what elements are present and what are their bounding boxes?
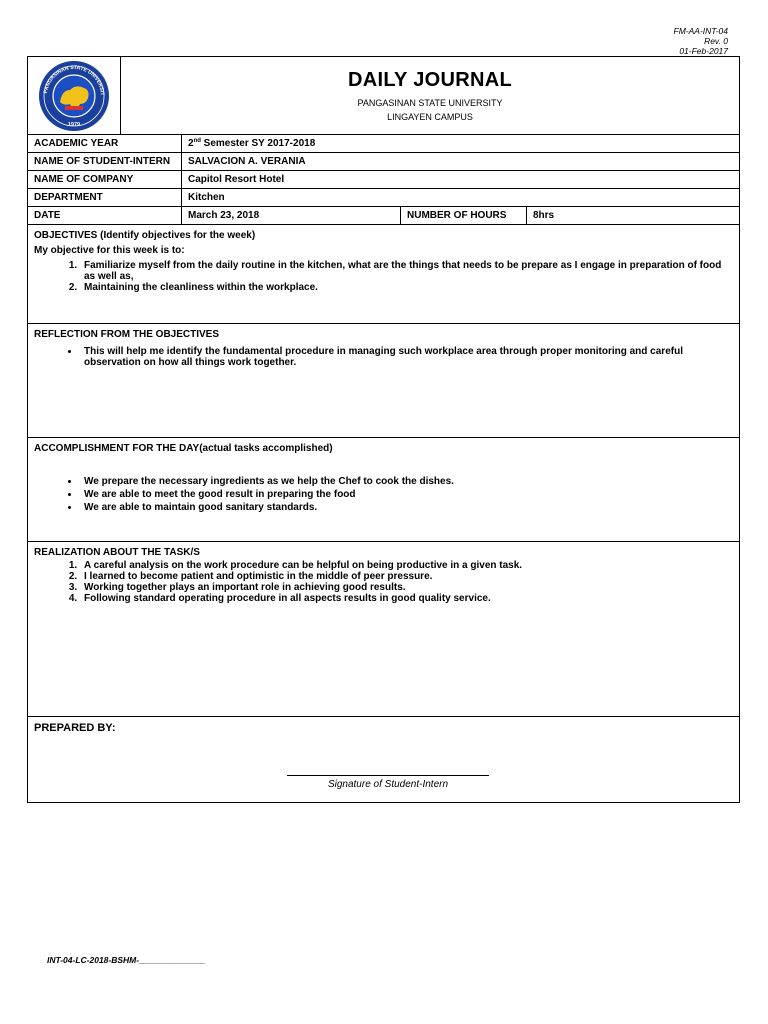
realization-section (28, 542, 739, 717)
department-value: Kitchen (188, 192, 225, 203)
objectives-intro: My objective for this week is to: (34, 245, 185, 256)
realization-list (34, 560, 733, 604)
list-item: 2. Maintaining the cleanliness within the workplace. (80, 282, 733, 293)
objectives-heading: OBJECTIVES (Identify objectives for the week) (34, 230, 256, 241)
academic-year-value: 2nd Semester SY 2017-2018 (188, 138, 316, 149)
list-item: • This will help me identify the fundamental procedure in managing such workplace area through proper monitoring and careful observation on how all things work together. (80, 346, 733, 368)
list-item: • We are able to meet the good result in preparing the food (80, 489, 733, 500)
reflection-heading: REFLECTION FROM THE OBJECTIVES (34, 329, 220, 340)
list-item: • We prepare the necessary ingredients as we help the Chef to cook the dishes. (80, 476, 733, 487)
signature-line (287, 775, 489, 776)
form-code-block (674, 26, 728, 56)
objectives-section (28, 225, 739, 324)
student-value: SALVACION A. VERANIA (188, 156, 306, 167)
accomplishment-heading: ACCOMPLISHMENT FOR THE DAY(actual tasks accomplished) (34, 443, 333, 454)
prepared-by-heading: PREPARED BY: (34, 722, 116, 734)
company-label: NAME OF COMPANY (28, 171, 182, 188)
logo-cell (28, 57, 121, 134)
company-value: Capitol Resort Hotel (188, 174, 285, 185)
list-item: 2. I learned to become patient and optimistic in the middle of peer pressure. (80, 571, 733, 582)
list-item: 1. Familiarize myself from the daily routine in the kitchen, what are the things that needs to be prepare as I engage in preparation of food as well as, (80, 260, 733, 282)
row-student (28, 153, 739, 171)
title-cell (121, 57, 739, 134)
form-revision: Rev. 0 (704, 36, 728, 46)
row-academic-year (28, 135, 739, 153)
row-company (28, 171, 739, 189)
row-date (28, 207, 739, 225)
objectives-list (34, 260, 733, 293)
hours-label: NUMBER OF HOURS (401, 207, 527, 224)
date-value: March 23, 2018 (182, 207, 401, 224)
hours-value: 8hrs (533, 210, 555, 221)
list-item: • We are able to maintain good sanitary standards. (80, 502, 733, 513)
svg-text:1979: 1979 (67, 121, 81, 128)
list-item: 4. Following standard operating procedure in all aspects results in good quality service. (80, 593, 733, 604)
svg-text:PANGASINAN STATE UNIVERSITY: PANGASINAN STATE UNIVERSIT (43, 64, 106, 96)
list-item: 3. Working together plays an important role in achieving good results. (80, 582, 733, 593)
journal-sheet (27, 56, 740, 803)
student-label: NAME OF STUDENT-INTERN (28, 153, 182, 170)
journal-header (28, 57, 739, 135)
prepared-by-section (28, 717, 739, 802)
realization-heading: REALIZATION ABOUT THE TASK/S (34, 547, 200, 558)
accomplishment-list (34, 476, 733, 513)
accomplishment-section (28, 438, 739, 542)
academic-year-label: ACADEMIC YEAR (28, 135, 182, 152)
list-item: 1. A careful analysis on the work procedure can be helpful on being productive in a given task. (80, 560, 733, 571)
university-seal-icon (32, 60, 116, 132)
footer-code: INT-04-LC-2018-BSHM-______________ (47, 955, 206, 965)
row-department (28, 189, 739, 207)
date-label: DATE (28, 207, 182, 224)
form-date: 01-Feb-2017 (679, 46, 728, 56)
reflection-section (28, 324, 739, 438)
document-title: DAILY JOURNAL (348, 69, 512, 91)
reflection-list (34, 346, 733, 368)
campus-name: LINGAYEN CAMPUS (387, 112, 473, 122)
signature-label: Signature of Student-Intern (327, 779, 449, 790)
department-label: DEPARTMENT (28, 189, 182, 206)
university-name: PANGASINAN STATE UNIVERSITY (357, 98, 503, 108)
form-code: FM-AA-INT-04 (673, 26, 728, 36)
